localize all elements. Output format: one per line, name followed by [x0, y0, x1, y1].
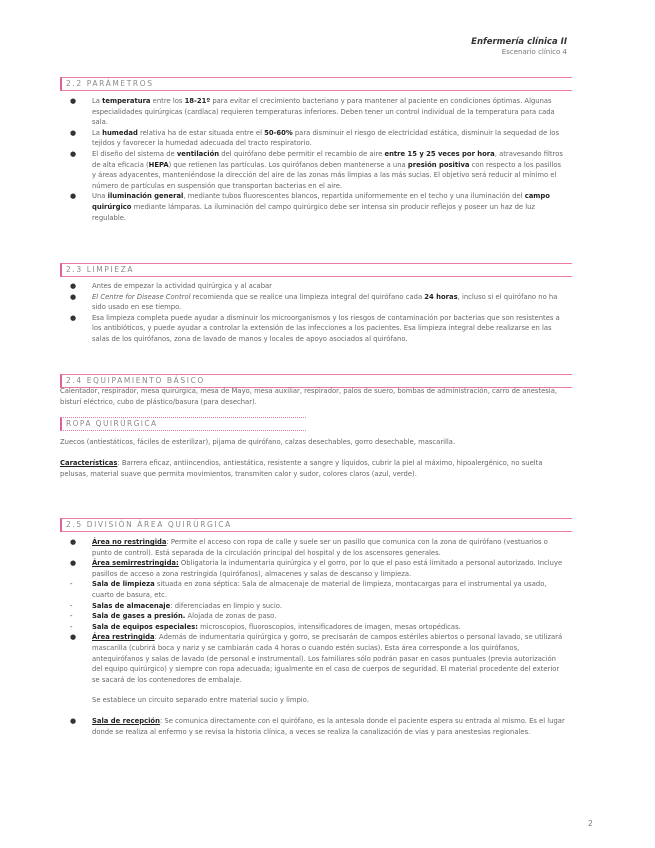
dash-icon: -: [70, 612, 73, 621]
list-item: ● La humedad relativa ha de estar situada entre el 50-60% para disminuir el riesgo de electricidad estática, disminuir la sequedad de los tejidos y favorecer la humedad adecuada del tracto respiratorio.: [70, 128, 559, 148]
bullet-icon: ●: [70, 633, 77, 642]
section-heading-equipamiento: 2.4 EQUIPAMIENTO BÁSICO: [60, 374, 572, 388]
section-parametros-body: [60, 96, 566, 223]
bullet-icon: ●: [70, 192, 77, 201]
section-heading-division: 2.5 DIVISIÓN ÁREA QUIRÚRGICA: [60, 518, 572, 532]
caracteristicas-paragraph: [60, 458, 566, 479]
list-item: ● Sala de recepción: Se comunica directamente con el quirófano, es la antesala donde el paciente espera su entrada al mismo. Es el lugar donde se realiza al enfermo y se revisa la historia clínica, a veces se realiza la canalización de vías y para anestesias regionales.: [70, 716, 565, 736]
list-item: ● Una iluminación general, mediante tubos fluorescentes blancos, repartida uniformemente en el techo y una iluminación del campo quirúrgico mediante lámparas. La iluminación del campo quirúrgico debe ser intensa sin producir reflejos y poseer un haz de luz regulable.: [70, 192, 550, 222]
list-item: ● Antes de empezar la actividad quirúrgica y al acabar: [70, 282, 272, 290]
bullet-icon: ●: [70, 97, 77, 105]
bullet-icon: ●: [70, 149, 77, 158]
section-heading-limpieza: 2.3 LIMPIEZA: [60, 263, 572, 277]
dash-icon: -: [70, 622, 73, 631]
dash-icon: -: [70, 601, 73, 610]
header-subtitle: Escenario clínico 4: [501, 47, 567, 56]
page-number: 2: [588, 819, 593, 828]
list-item: ● Área no restringida: Permite el acceso con ropa de calle y suele ser un pasillo que comunica con la zona de quirófano (vestuarios o punto de control). Está separada de la circulación principal del hospital y de los ascensores generales.: [70, 538, 548, 557]
list-item: - Salas de almacenaje: diferenciadas en limpio y sucio.: [70, 601, 283, 610]
header-title: Enfermería clínica II: [471, 37, 567, 47]
equipamiento-text: Calentador, respirador, mesa quirúrgica, mesa de Mayo, mesa auxiliar, respirador, palos de suero, bombas de administración, carro de anestesia, bisturí eléctrico, cubo de plástico/basura (para desechar).: [60, 387, 558, 406]
list-item: - Sala de gases a presión. Alojada de zonas de paso.: [70, 612, 277, 621]
subsection-heading-ropa: ROPA QUIRÚRGICA: [60, 417, 306, 431]
bullet-icon: ●: [70, 128, 77, 137]
bullet-icon: ●: [70, 559, 77, 568]
section-heading-parametros: 2.2 PARÁMETROS: [60, 77, 572, 91]
bullet-icon: ●: [70, 716, 77, 725]
circuit-note: Se establece un circuito separado entre material sucio y limpio.: [92, 696, 309, 705]
section-limpieza-body: [60, 281, 566, 345]
list-item: ● La temperatura entre los 18-21º para evitar el crecimiento bacteriano y para mantener al paciente en condiciones óptimas. Algunas especialidades quirúrgicas (cardíaca) requieren temperaturas inferiores. Deben tener un control individual de la temperatura para cada sala.: [70, 97, 555, 127]
list-item: - Sala de limpieza situada en zona séptica: Sala de almacenaje de material de limpieza, montacargas para el instrumental ya usado, cuarto de basura, etc.: [70, 580, 547, 599]
list-item: ● El diseño del sistema de ventilación del quirófano debe permitir el recambio de aire entre 15 y 25 veces por hora, atravesando filtros de alta eficacia (HEPA) que retienen las partículas. Los quirófanos deben mantenerse a una presión positiva con respecto a los pasillos y áreas adyacentes, manteniéndose la dirección del aire de las zonas más limpias a las más sucias. El objetivo será reducir al mínimo el número de partículas en suspensión que transportan bacterias en el aire.: [70, 149, 563, 190]
ropa-text: Zuecos (antiestáticos, fáciles de esterilizar), pijama de quirófano, calzas desechables, gorro desechable, mascarilla.: [60, 438, 456, 446]
list-item: ● Esa limpieza completa puede ayudar a disminuir los microorganismos y los riesgos de contaminación por bacterias que son resistentes a los antibióticos, y puede ayudar a controlar la extensión de las infecciones a los pacientes. Esa limpieza integral debe realizarse en las salas de los quirófanos, zona de lavado de manos y locales de apoyo asociados al quirófano.: [70, 313, 560, 343]
bullet-icon: ●: [70, 292, 77, 301]
dash-icon: -: [70, 580, 73, 589]
list-item: ● Área restringida: Además de indumentaria quirúrgica y gorro, se precisarán de campos estériles abiertos o personal lavado, se utilizará mascarilla (cubrirá boca y nariz y se cambiarán cada 4 horas o cuando estén sucias). Esta área corresponde a los quirófanos, antequirófanos y salas de lavado (de personal e instrumental). Los familiares sólo podrán pasar en casos puntuales (previa autorización del equipo quirúrgico) y siempre con ropa adecuada; igualmente en el caso de cuerpos de seguridad. El material procedente del exterior se sacará de los contenedores de embalaje.: [70, 633, 563, 684]
list-item: - Sala de equipos especiales: microscopios, fluoroscopios, intensificadores de imagen, mesas ortopédicas.: [70, 622, 461, 631]
list-item: ● Área semirrestringida: Obligatoria la indumentaria quirúrgica y el gorro, por lo que el paso está limitado a personal autorizado. Incluye pasillos de acceso a zona restringida (quirófanos), almacenes y salas de descanso y limpieza.: [70, 559, 563, 578]
running-header: [471, 37, 567, 56]
bullet-icon: ●: [70, 313, 77, 322]
caracteristicas-label: Características: [60, 459, 118, 467]
caracteristicas-text: : Barrera eficaz, antiincendios, antiestática, resistente a sangre y líquidos, cubrir la piel al máximo, hipoalergénico, no suelta pelusas, material suave que permita movimientos, transmiten calor y sudor, colores claros (azul, verde).: [60, 459, 543, 478]
section-division-body: [60, 537, 566, 737]
bullet-icon: ●: [70, 538, 77, 546]
list-item: ● El Centre for Disease Control recomienda que se realice una limpieza integral del quirófano cada 24 horas, incluso si el quirófano no ha sido usado en ese tiempo.: [70, 292, 558, 312]
bullet-icon: ●: [70, 282, 77, 290]
